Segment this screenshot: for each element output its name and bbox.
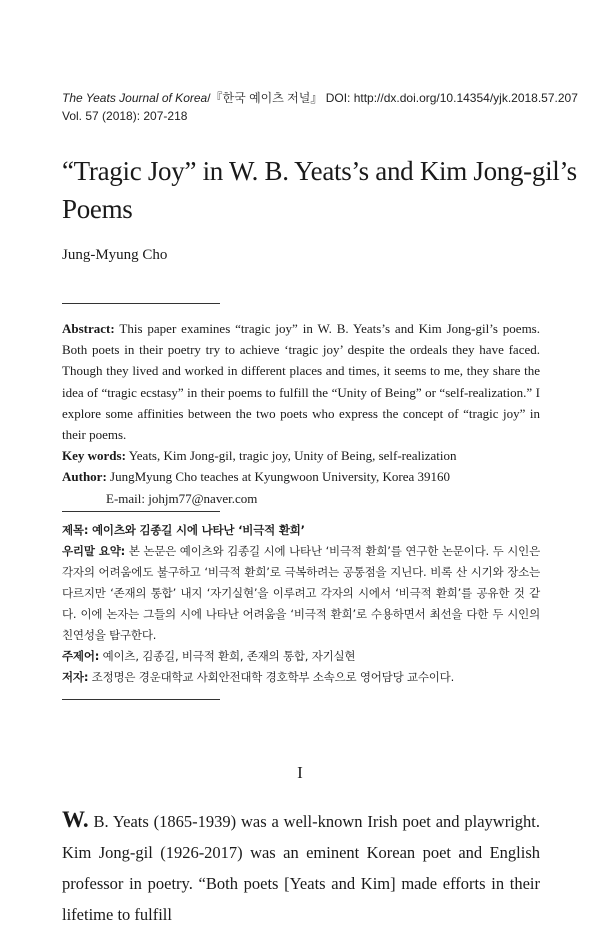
- keywords-label: Key words:: [62, 448, 126, 464]
- korean-keywords-text: 예이츠, 김종길, 비극적 환희, 존재의 통합, 자기실현: [99, 649, 356, 663]
- abstract-text: This paper examines “tragic joy” in W. B. Yeats’s and Kim Jong-gil’s poems. Both poets in their poetry try to achieve ‘tragic joy’ despite the ordeals they have faced. Though they lived and worked in different places and times, it seems to me, they share the idea of “tragic ecstasy” in their poems to fulfill the “Unity of Being” or “self-realization.” I explore some affinities between the two poets who express the concept of “tragic joy” in their poems.: [62, 321, 540, 443]
- korean-title-paragraph: [62, 520, 540, 541]
- paper-title: “Tragic Joy” in W. B. Yeats’s and Kim Jong-gil’s Poems: [62, 156, 577, 224]
- author-name: Jung-Myung Cho: [62, 247, 168, 263]
- divider-rule: [62, 303, 220, 304]
- author-email[interactable]: E-mail: johjm77@naver.com: [106, 490, 258, 506]
- korean-title-label: 제목:: [62, 523, 89, 537]
- korean-author-paragraph: [62, 667, 540, 688]
- doi-link[interactable]: DOI: http://dx.doi.org/10.14354/yjk.2018.57.207: [322, 91, 578, 105]
- korean-keywords-label: 주제어:: [62, 649, 100, 663]
- journal-citation-line: [62, 89, 582, 107]
- keywords-text: Yeats, Kim Jong-gil, tragic joy, Unity of Being, self-realization: [125, 448, 457, 464]
- journal-korean-name: /『한국 예이츠 저널』: [207, 91, 323, 105]
- korean-summary-label: 우리말 요약:: [62, 544, 126, 558]
- section-number: I: [297, 763, 303, 782]
- divider-rule: [62, 699, 220, 700]
- author-info-paragraph: [62, 466, 540, 487]
- body-section: [62, 804, 540, 930]
- korean-title-text: 예이츠와 김종길 시에 나타난 ‘비극적 환희’: [88, 523, 305, 537]
- author-info-text: JungMyung Cho teaches at Kyungwoon University, Korea 39160: [106, 469, 451, 485]
- author-info-label: Author:: [62, 469, 107, 485]
- body-text: B. Yeats (1865-1939) was a well-known Irish poet and playwright. Kim Jong-gil (1926-2017) was an eminent Korean poet and English professor in poetry. “Both poets [Yeats and Kim] made efforts in their lifetime to fulfill: [62, 812, 540, 924]
- journal-header: [62, 89, 582, 125]
- divider-rule: [62, 511, 220, 512]
- volume-info: Vol. 57 (2018): 207-218: [62, 109, 188, 123]
- korean-author-text: 조정명은 경운대학교 사회안전대학 경호학부 소속으로 영어담당 교수이다.: [88, 670, 455, 684]
- korean-summary-text: 본 논문은 예이츠와 김종길 시에 나타난 ‘비극적 환희’를 연구한 논문이다. 두 시인은 각자의 어려움에도 불구하고 ‘비극적 환희’로 극복하려는 공통점을 지닌다. 비록 산 시기와 장소는 다르지만 ‘존재의 통합’ 내지 ‘자기실현’을 이루려고 각자의 시에서 ‘비극적 환희’를 공유한 것 같다. 이에 논자는 그들의 시에 나타난 어려움을 ‘비극적 환희’로 수용하면서 최선을 다한 두 시인의 친연성을 탐구한다.: [62, 544, 541, 642]
- korean-abstract-section: [62, 520, 540, 688]
- drop-cap: W.: [62, 807, 89, 832]
- abstract-paragraph: [62, 318, 540, 445]
- korean-author-label: 저자:: [62, 670, 89, 684]
- korean-keywords-paragraph: [62, 646, 540, 667]
- keywords-paragraph: [62, 445, 540, 466]
- korean-summary-paragraph: [62, 541, 540, 646]
- body-paragraph: [62, 804, 540, 930]
- abstract-label: Abstract:: [62, 321, 115, 336]
- journal-name: The Yeats Journal of Korea: [62, 91, 208, 105]
- abstract-section: [62, 318, 540, 509]
